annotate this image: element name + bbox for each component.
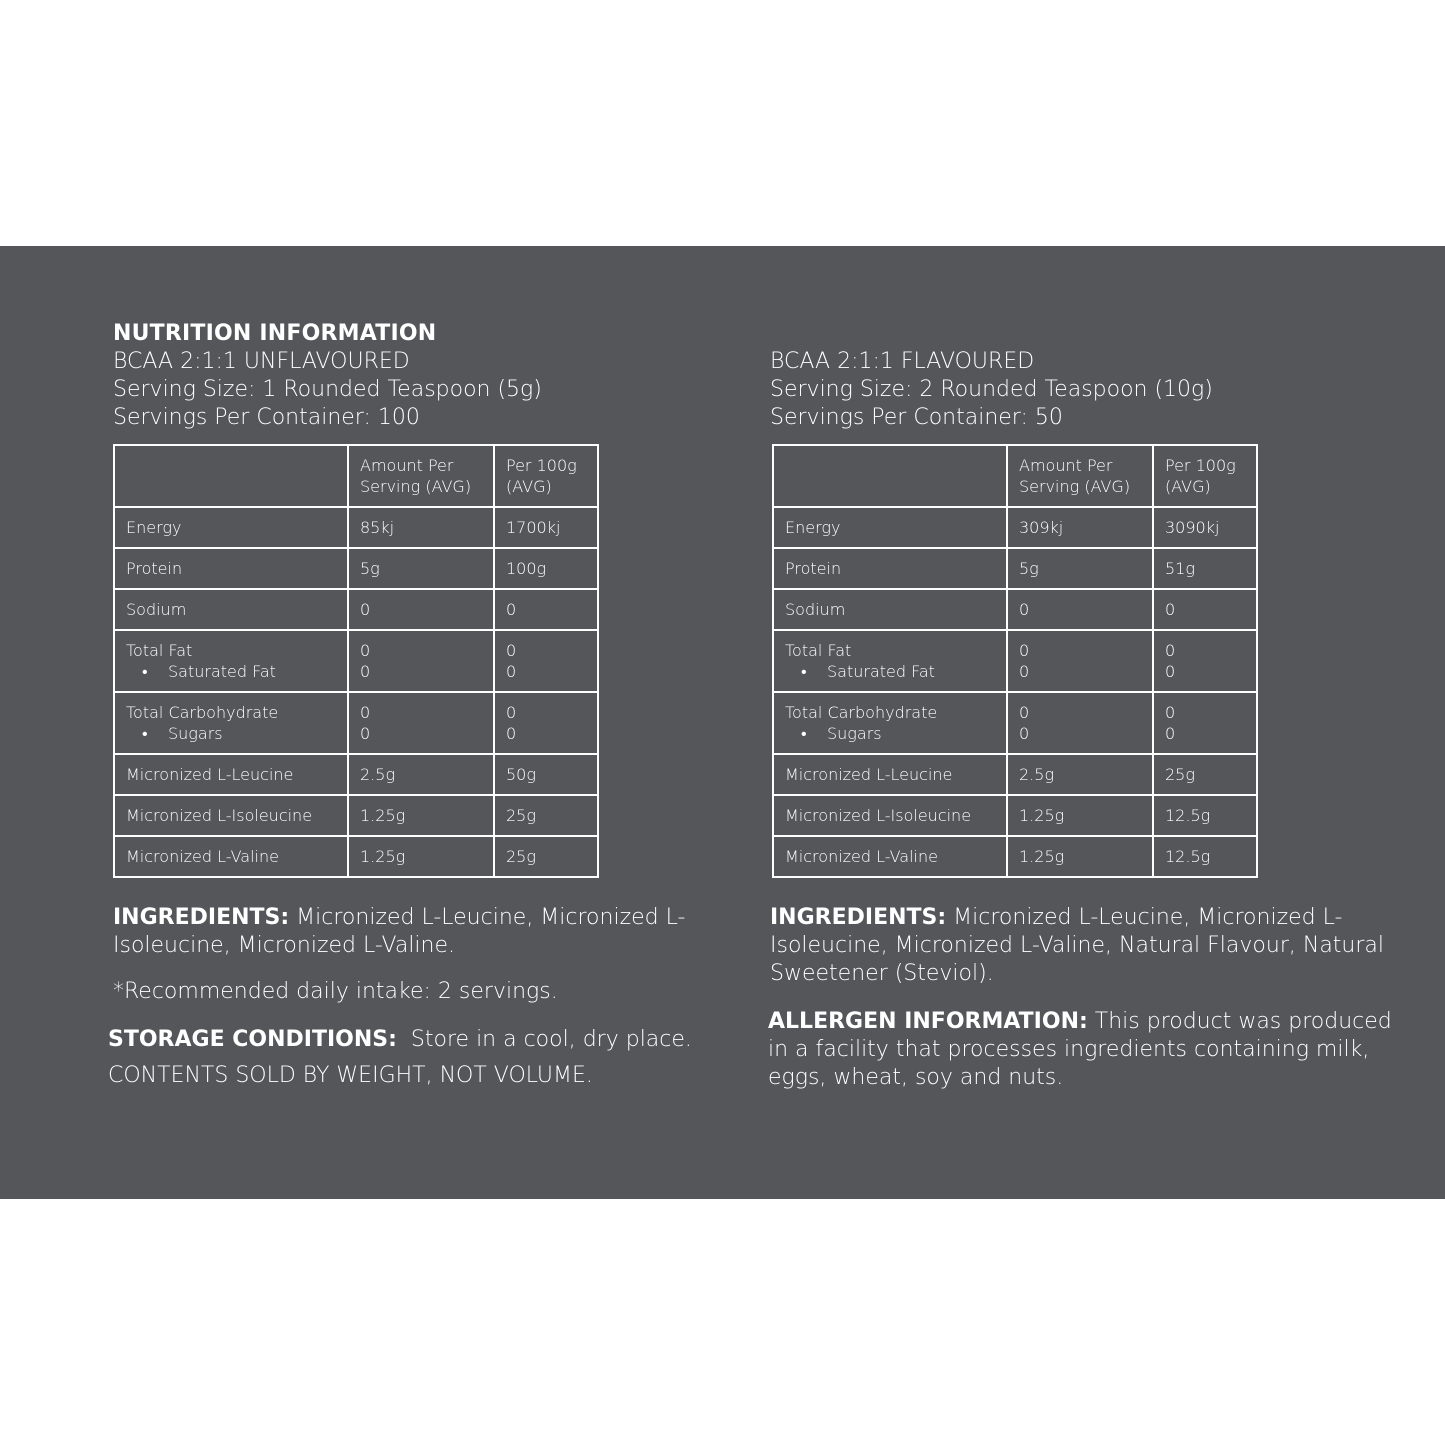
header-blank-cell bbox=[114, 445, 348, 507]
per100-value: 0 0 bbox=[494, 692, 598, 754]
serving-value: 0 bbox=[348, 589, 494, 630]
per100-value: 0 0 bbox=[1153, 630, 1257, 692]
table-header-row bbox=[773, 445, 1257, 507]
nutrient-label: Total Carbohydrate • Sugars bbox=[773, 692, 1007, 754]
bullet-icon: • bbox=[801, 724, 807, 743]
serving-value: 2.5g bbox=[348, 754, 494, 795]
serving-value: 85kj bbox=[348, 507, 494, 548]
bullet-icon: • bbox=[801, 662, 807, 681]
table-row bbox=[773, 692, 1257, 754]
nutrient-label: Micronized L-Valine bbox=[773, 836, 1007, 877]
table-row bbox=[114, 754, 598, 795]
per100-value: 25g bbox=[494, 836, 598, 877]
serving-value: 1.25g bbox=[1007, 836, 1153, 877]
unflavoured-column bbox=[108, 320, 713, 1090]
recommended-intake: *Recommended daily intake: 2 servings. bbox=[113, 979, 558, 1004]
product-name: BCAA 2:1:1 FLAVOURED bbox=[770, 349, 1035, 374]
flavoured-column bbox=[770, 348, 1410, 1092]
table-row bbox=[114, 692, 598, 754]
ingredients-flavoured: INGREDIENTS: Micronized L-Leucine, Micronized L-Isoleucine, Micronized L-Valine, Natural Flavour, Natural Sweetener (Steviol). bbox=[770, 905, 1385, 986]
serving-value: 309kj bbox=[1007, 507, 1153, 548]
nutrient-label: Micronized L-Valine bbox=[114, 836, 348, 877]
nutrient-label: Energy bbox=[773, 507, 1007, 548]
nutrient-label: Micronized L-Leucine bbox=[114, 754, 348, 795]
product-name: BCAA 2:1:1 UNFLAVOURED bbox=[113, 349, 410, 374]
nutrition-panel bbox=[0, 246, 1445, 1199]
table-row bbox=[773, 795, 1257, 836]
bullet-icon: • bbox=[142, 724, 148, 743]
serving-value: 0 0 bbox=[1007, 630, 1153, 692]
nutrient-label: Energy bbox=[114, 507, 348, 548]
per100-value: 100g bbox=[494, 548, 598, 589]
per100-value: 12.5g bbox=[1153, 836, 1257, 877]
table-header-row bbox=[114, 445, 598, 507]
nutrition-table-unflavoured bbox=[113, 444, 599, 878]
table-row bbox=[773, 589, 1257, 630]
per100-value: 12.5g bbox=[1153, 795, 1257, 836]
per100-value: 25g bbox=[1153, 754, 1257, 795]
table-row bbox=[114, 507, 598, 548]
nutrient-label: Protein bbox=[773, 548, 1007, 589]
storage-conditions: STORAGE CONDITIONS: Store in a cool, dry place. bbox=[108, 1027, 692, 1052]
table-row bbox=[114, 630, 598, 692]
table-row bbox=[773, 836, 1257, 877]
table-row bbox=[114, 836, 598, 877]
table-row bbox=[114, 795, 598, 836]
table-row bbox=[773, 754, 1257, 795]
table-row bbox=[114, 589, 598, 630]
serving-value: 0 bbox=[1007, 589, 1153, 630]
nutrient-label: Protein bbox=[114, 548, 348, 589]
nutrient-label: Sodium bbox=[773, 589, 1007, 630]
serving-size: Serving Size: 2 Rounded Teaspoon (10g) bbox=[770, 377, 1213, 402]
serving-value: 0 0 bbox=[348, 630, 494, 692]
serving-value: 5g bbox=[1007, 548, 1153, 589]
servings-per-container: Servings Per Container: 100 bbox=[113, 405, 420, 430]
servings-per-container: Servings Per Container: 50 bbox=[770, 405, 1063, 430]
serving-value: 2.5g bbox=[1007, 754, 1153, 795]
ingredients-unflavoured: INGREDIENTS: Micronized L-Leucine, Micronized L-Isoleucine, Micronized L-Valine. bbox=[113, 905, 686, 958]
header-blank-cell bbox=[773, 445, 1007, 507]
header-per-100g: Per 100g (AVG) bbox=[1153, 445, 1257, 507]
header-amount-per-serving: Amount Per Serving (AVG) bbox=[348, 445, 494, 507]
table-row bbox=[773, 507, 1257, 548]
nutrient-label: Micronized L-Isoleucine bbox=[114, 795, 348, 836]
table-row bbox=[114, 548, 598, 589]
per100-value: 50g bbox=[494, 754, 598, 795]
per100-value: 3090kj bbox=[1153, 507, 1257, 548]
contents-note: CONTENTS SOLD BY WEIGHT, NOT VOLUME. bbox=[108, 1063, 593, 1088]
nutrient-label: Total Carbohydrate • Sugars bbox=[114, 692, 348, 754]
nutrient-label: Micronized L-Isoleucine bbox=[773, 795, 1007, 836]
per100-value: 25g bbox=[494, 795, 598, 836]
page-title: NUTRITION INFORMATION bbox=[113, 321, 437, 346]
header-amount-per-serving: Amount Per Serving (AVG) bbox=[1007, 445, 1153, 507]
serving-value: 0 0 bbox=[348, 692, 494, 754]
serving-value: 1.25g bbox=[348, 795, 494, 836]
per100-value: 0 bbox=[1153, 589, 1257, 630]
per100-value: 0 0 bbox=[494, 630, 598, 692]
per100-value: 51g bbox=[1153, 548, 1257, 589]
per100-value: 0 0 bbox=[1153, 692, 1257, 754]
nutrient-label: Total Fat • Saturated Fat bbox=[114, 630, 348, 692]
serving-value: 0 0 bbox=[1007, 692, 1153, 754]
bullet-icon: • bbox=[142, 662, 148, 681]
serving-value: 1.25g bbox=[1007, 795, 1153, 836]
table-row bbox=[773, 630, 1257, 692]
per100-value: 0 bbox=[494, 589, 598, 630]
serving-value: 5g bbox=[348, 548, 494, 589]
per100-value: 1700kj bbox=[494, 507, 598, 548]
nutrient-label: Sodium bbox=[114, 589, 348, 630]
nutrient-label: Micronized L-Leucine bbox=[773, 754, 1007, 795]
nutrition-table-flavoured bbox=[772, 444, 1258, 878]
serving-size: Serving Size: 1 Rounded Teaspoon (5g) bbox=[113, 377, 542, 402]
table-row bbox=[773, 548, 1257, 589]
serving-value: 1.25g bbox=[348, 836, 494, 877]
header-per-100g: Per 100g (AVG) bbox=[494, 445, 598, 507]
nutrient-label: Total Fat • Saturated Fat bbox=[773, 630, 1007, 692]
allergen-information: ALLERGEN INFORMATION: This product was produced in a facility that processes ingredients containing milk, eggs, wheat, soy and nuts. bbox=[768, 1009, 1392, 1090]
